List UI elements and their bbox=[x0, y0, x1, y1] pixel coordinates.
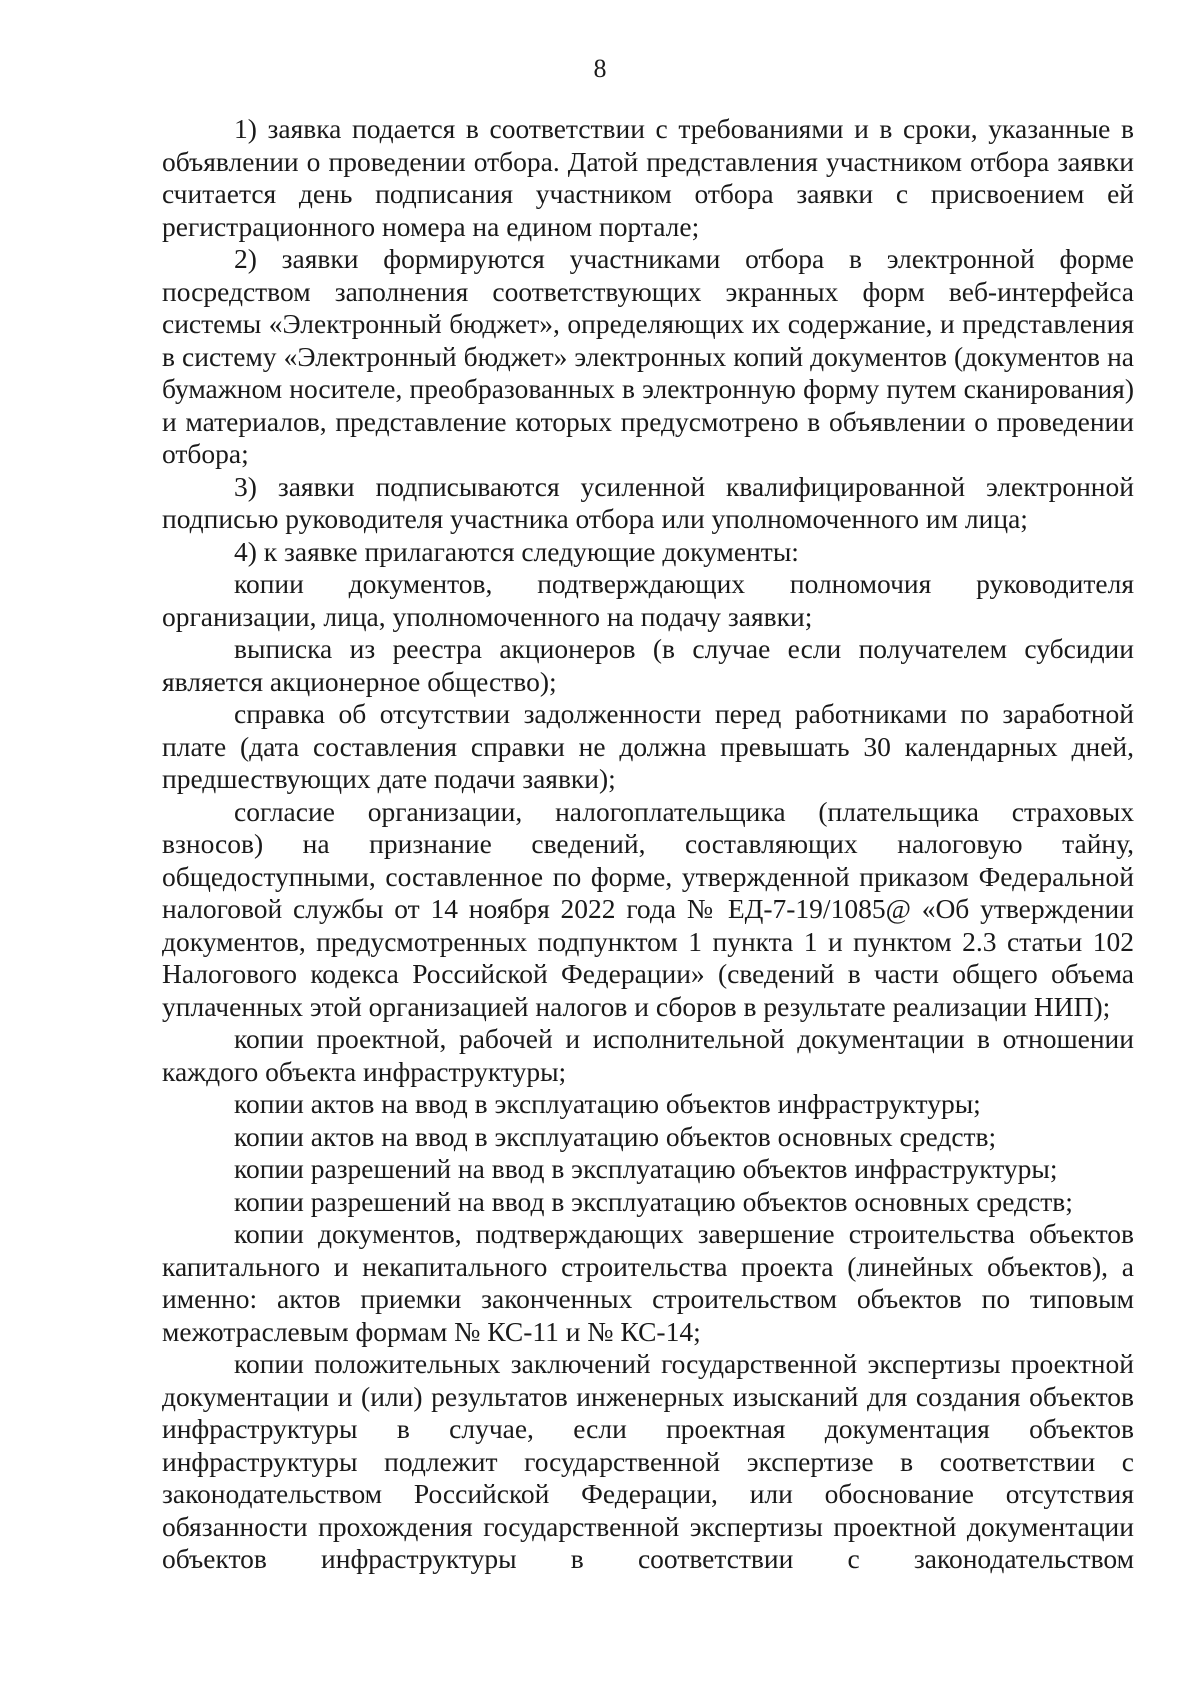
attachment-item-authority-documents: копии документов, подтверждающих полномочия руководителя организации, лица, уполномоченного на подачу заявки; bbox=[162, 568, 1134, 632]
paragraph-item-4: 4) к заявке прилагаются следующие документы: bbox=[234, 535, 799, 567]
attachment-item-shareholder-register: выписка из реестра акционеров (в случае если получателем субсидии является акционерное общество); bbox=[162, 633, 1134, 697]
attachment-item-project-documentation: копии проектной, рабочей и исполнительной документации в отношении каждого объекта инфраструктуры; bbox=[162, 1023, 1134, 1087]
attachment-item-fixed-assets-permits: копии разрешений на ввод в эксплуатацию объектов основных средств; bbox=[234, 1185, 1073, 1217]
attachment-item-infrastructure-permits: копии разрешений на ввод в эксплуатацию объектов инфраструктуры; bbox=[234, 1153, 1058, 1184]
page-number: 8 bbox=[593, 54, 607, 83]
attachment-item-construction-completion: копии документов, подтверждающих завершение строительства объектов капитального и некапитального строительства проекта (линейных объектов), а именно: актов приемки законченных строительством объектов по типовым межотраслевым формам № КС-11 и № КС-14; bbox=[162, 1218, 1134, 1347]
attachment-item-salary-debt-certificate: справка об отсутствии задолженности перед работниками по заработной плате (дата составления справки не должна превышать 30 календарных дней, предшествующих дате подачи заявки); bbox=[162, 698, 1134, 794]
attachment-item-state-expertise: копии положительных заключений государственной экспертизы проектной документации и (или) результатов инженерных изысканий для создания объектов инфраструктуры в случае, если проектная документация объектов инфраструктуры подлежит государственной экспертизе в соответствии с законодательством Российской Федерации, или обоснование отсутствия обязанности прохождения государственной экспертизы проектной документации объектов инфраструктуры в соответствии с законодательством bbox=[162, 1348, 1134, 1574]
attachment-item-infrastructure-acts: копии актов на ввод в эксплуатацию объектов инфраструктуры; bbox=[234, 1088, 981, 1119]
attachment-item-fixed-assets-acts: копии актов на ввод в эксплуатацию объектов основных средств; bbox=[234, 1120, 997, 1152]
attachment-item-tax-secret-consent: согласие организации, налогоплательщика (плательщика страховых взносов) на признание сведений, составляющих налоговую тайну, общедоступными, составленное по форме, утвержденной приказом Федеральной налоговой службы от 14 ноября 2022 года № ЕД-7-19/1085@ «Об утверждении документов, предусмотренных подпунктом 1 пункта 1 и пунктом 2.3 статьи 102 Налогового кодекса Российской Федерации» (сведений в части общего объема уплаченных этой организацией налогов и сборов в результате реализации НИП); bbox=[162, 795, 1134, 1022]
paragraph-item-1: 1) заявка подается в соответствии с требованиями и в сроки, указанные в объявлении о проведении отбора. Датой представления участником отбора заявки считается день подписания участником отбора заявки с присвоением ей регистрационного номера на едином портале; bbox=[162, 113, 1134, 242]
paragraph-item-2: 2) заявки формируются участниками отбора в электронной форме посредством заполнения соответствующих экранных форм веб-интерфейса системы «Электронный бюджет», определяющих их содержание, и представления в систему «Электронный бюджет» электронных копий документов (документов на бумажном носителе, преобразованных в электронную форму путем сканирования) и материалов, представление которых предусмотрено в объявлении о проведении отбора; bbox=[162, 243, 1134, 469]
document-body bbox=[162, 113, 1134, 1576]
paragraph-item-3: 3) заявки подписываются усиленной квалифицированной электронной подписью руководителя участника отбора или уполномоченного им лица; bbox=[162, 470, 1134, 534]
